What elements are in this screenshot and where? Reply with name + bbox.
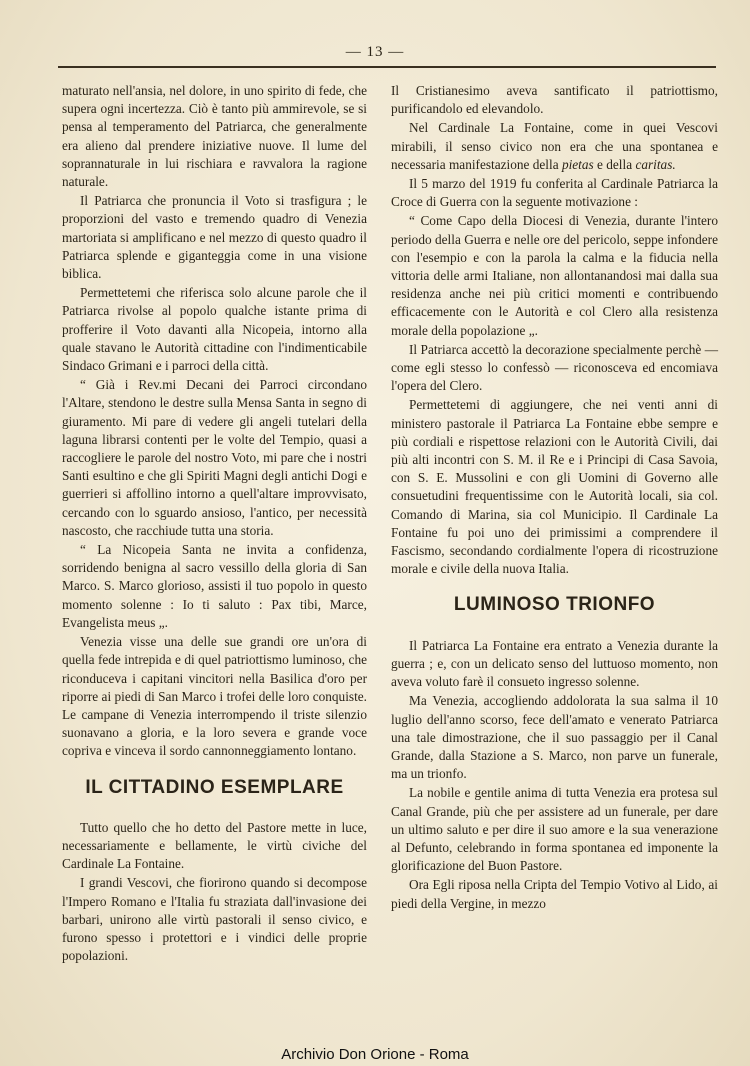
section-heading: LUMINOSO TRIONFO xyxy=(453,594,656,616)
paragraph: “ La Nicopeia Santa ne invita a confidenza, sorridendo benigna al sacro vessillo della gloria di San Marco. S. Marco glorioso, assisti il tuo popolo in questo momento solenne : Io ti saluto : Pax tibi, Marce, Evangelista meus „. xyxy=(62,542,367,630)
paragraph: La nobile e gentile anima di tutta Venezia era protesa sul Canal Grande, più che per assistere ad un funerale, per dare un ultimo saluto e per dire il suo amore e la sua venerazione al Defunto, celebrando in forma spontanea ed imponente la glorificazione del Buon Pastore. xyxy=(391,785,718,874)
paragraph-text: Nel Cardinale La Fontaine, come in quei Vescovi mirabili, il senso civico non era che una spontanea e necessaria manifestazione della xyxy=(391,120,718,172)
section-heading: IL CITTADINO ESEMPLARE xyxy=(85,776,344,798)
paragraph: Il 5 marzo del 1919 fu conferita al Cardinale Patriarca la Croce di Guerra con la seguente motivazione : xyxy=(391,176,718,210)
quotation: “ Come Capo della Diocesi di Venezia, durante l'intero periodo della Guerra e nelle ore del pericolo, seppe infondere con l'esempio e con la parola la calma e la fiducia nella vittoria delle armi Italiane, non allontanandosi mai dalla sua residenza anche nei più critici momenti e contribuendo efficacemente con le Autorità e col Clero alla resistenza morale della popolazione „. xyxy=(391,213,718,338)
paragraph: Il Patriarca La Fontaine era entrato a Venezia durante la guerra ; e, con un delicato senso del luttuoso momento, non aveva voluto farè il consueto ingresso solenne. xyxy=(391,637,718,690)
paragraph: Il Cristianesimo aveva santificato il patriottismo, purificandolo ed elevandolo. xyxy=(391,83,718,117)
latin-word-caritas: caritas. xyxy=(635,156,676,172)
paragraph: Permettetemi che riferisca solo alcune parole che il Patriarca rivolse al popolo qualche istante prima di profferire il Voto davanti alla Nicopeia, intorno alla quale stavano le Autorità cittadine con l'indimenticabile Sindaco Grimani e i parroci della città. xyxy=(62,285,367,374)
paragraph: Permettetemi di aggiungere, che nei venti anni di ministero pastorale il Patriarca La Fontaine ebbe sempre e più cordiali e rispettose relazioni con le Autorità Civili, dai più alti incontri con S. M. il Re e i Principi di Casa Savoia, con S. E. Mussolini e con gli Uomini di Governo alle consuetudini frequentissime con le Autorità locali, sia col. Comando di Marina, sia col Municipio. Il Cardinale La Fontaine fu poi uno dei primissimi a comprendere il Fascismo, secondando cordialmente l'opera di ricostruzione morale e civile della nuova Italia. xyxy=(391,397,718,577)
paragraph: Ma Venezia, accogliendo addolorata la sua salma il 10 luglio dell'anno scorso, fece dell'amato e venerato Patriarca una tale dimostrazione, che il suo passaggio per il Canal Grande, dalla Stazione a S. Marco, non parve un funerale, ma un trionfo. xyxy=(391,693,718,782)
page-number: — 13 — xyxy=(345,44,405,60)
left-column xyxy=(62,82,367,966)
paragraph-text: e della xyxy=(597,156,633,172)
paragraph: I grandi Vescovi, che fiorirono quando si decompose l'Impero Romano e l'Italia fu straziata dall'invasione dei barbari, unirono alle virtù pastorali il senso civico, e furono spesso i protettori e i vindici delle proprie popolazioni. xyxy=(62,875,367,964)
paragraph: maturato nell'ansia, nel dolore, in uno spirito di fede, che supera ogni incertezza. Ciò è tanto più ammirevole, se si pensa al temperamento del Patriarca, che generalmente era alieno dal prendere iniziative nuove. Il lume del soprannaturale in lui rischiara e ravvalora la ragione naturale. xyxy=(62,83,367,190)
header-rule xyxy=(58,66,716,68)
paragraph xyxy=(391,119,718,174)
latin-word-pietas: pietas xyxy=(561,156,594,172)
right-column xyxy=(391,82,718,914)
archive-footer: Archivio Don Orione - Roma xyxy=(281,1046,469,1063)
paragraph: Ora Egli riposa nella Cripta del Tempio Votivo al Lido, ai piedi della Vergine, in mezzo xyxy=(391,877,718,911)
paragraph: Il Patriarca che pronuncia il Voto si trasfigura ; le proporzioni del vasto e tremendo quadro di Venezia martoriata si amplificano e nel mezzo di questo quadro il Patriarca splende e giganteggia come in una visione biblica. xyxy=(62,193,367,282)
paragraph: Il Patriarca accettò la decorazione specialmente perchè — come egli stesso lo confessò — riconosceva ed encomiava l'opera del Clero. xyxy=(391,341,718,394)
paragraph: Tutto quello che ho detto del Pastore mette in luce, necessariamente e bellamente, le virtù civiche del Cardinale La Fontaine. xyxy=(62,819,367,872)
paragraph: Venezia visse una delle sue grandi ore un'ora di quella fede intrepida e di quel patriottismo luminoso, che riconduceva i capitani vincitori nella Basilica d'oro per riporre ai piedi di San Marco i trofei delle loro conquiste. Le campane di Venezia interrompendo il triste silenzio suonavano a gloria, e la loro severa e grande voce copriva e vinceva il sordo cannonneggiamento lontano. xyxy=(62,634,367,759)
paragraph: “ Già i Rev.mi Decani dei Parroci circondano l'Altare, stendono le destre sulla Mensa Santa in segno di giuramento. Mi pare di vedere gli angeli tutelari della laguna librarsi contenti per le volte del Tempio, quasi a raccogliere le parole del nostro Voto, mi pare che i nostri Santi esultino e che gli Spiriti Magni degli antichi Dogi e guerrieri si affollino intorno a quell'altare improvvisato, cercando con lo sguardo ansioso, l'antico, per necessità nascosto, che racchiude tutta una storia. xyxy=(62,377,367,538)
